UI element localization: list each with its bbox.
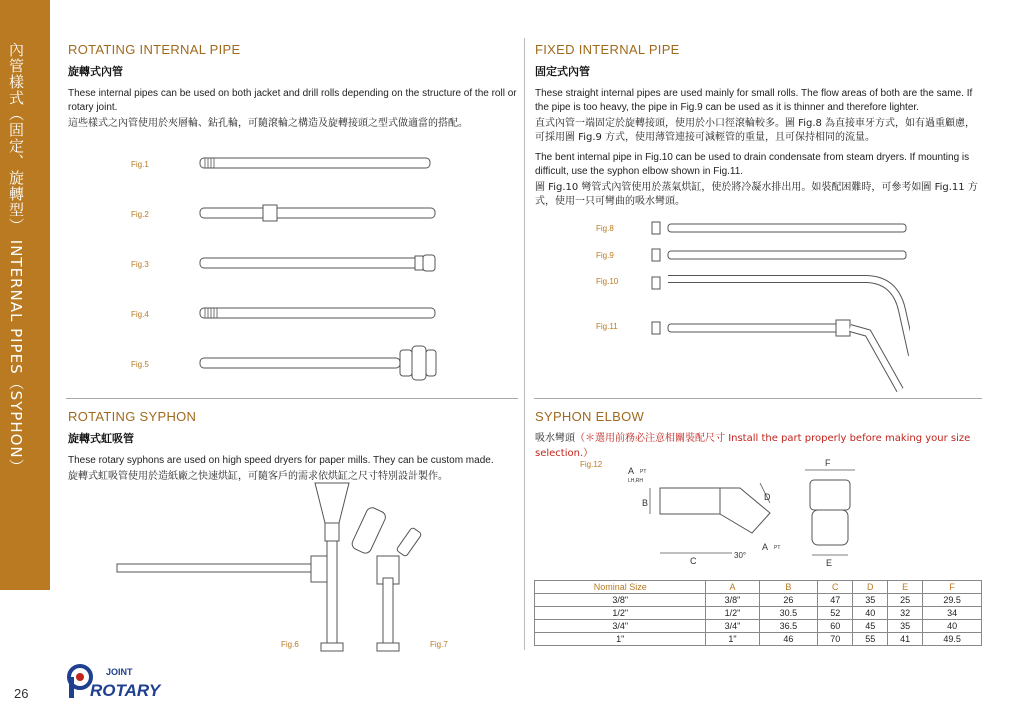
table-cell: 3/8" bbox=[706, 594, 759, 607]
fig-label: Fig.9 bbox=[596, 251, 614, 260]
syphon-elbow-section bbox=[535, 409, 981, 459]
table-header: A bbox=[706, 581, 759, 594]
dim-pt-label: PT bbox=[640, 469, 647, 475]
right-section-divider bbox=[534, 398, 982, 399]
table-header: E bbox=[888, 581, 923, 594]
syphon-elbow-drawing bbox=[620, 458, 880, 570]
fig-label: Fig.11 bbox=[596, 322, 618, 331]
body-text-en: These straight internal pipes are used mainly for small rolls. The flow areas of both are the same. If the pipe is too heavy, the pipe in Fig.9 can be used as it is thinner and therefore lighter. bbox=[535, 88, 973, 113]
dim-e-label: E bbox=[826, 558, 833, 568]
table-row bbox=[535, 633, 982, 646]
dim-lhrh-label: LH,RH bbox=[628, 478, 644, 484]
left-section-divider bbox=[66, 398, 518, 399]
table-header: C bbox=[818, 581, 853, 594]
dim-a2-label: A bbox=[762, 542, 769, 552]
dim-a-label: A bbox=[628, 466, 635, 476]
table-cell: 35 bbox=[888, 620, 923, 633]
table-cell: 3/4" bbox=[706, 620, 759, 633]
dim-pt2-label: PT bbox=[774, 545, 781, 551]
fig-label: Fig.10 bbox=[596, 277, 619, 286]
fig-label: Fig.2 bbox=[131, 210, 149, 219]
page-number: 26 bbox=[14, 686, 29, 701]
body-text-zh: 旋轉式虹吸管使用於造紙廠之快速烘缸，可隨客戶的需求依烘缸之尺寸特別設計製作。 bbox=[68, 471, 448, 482]
table-header: Nominal Size bbox=[535, 581, 706, 594]
dim-c-label: C bbox=[690, 556, 697, 566]
fig-label: Fig.8 bbox=[596, 224, 614, 233]
table-cell: 40 bbox=[853, 607, 888, 620]
sidebar bbox=[0, 0, 50, 590]
column-divider bbox=[524, 38, 525, 650]
table-header: F bbox=[923, 581, 982, 594]
section-title-en: FIXED INTERNAL PIPE bbox=[535, 42, 680, 57]
table-cell: 29.5 bbox=[923, 594, 982, 607]
dim-angle-label: 30° bbox=[734, 551, 747, 560]
table-header: D bbox=[853, 581, 888, 594]
rotating-syphon-drawing bbox=[115, 478, 435, 658]
table-cell: 1" bbox=[706, 633, 759, 646]
table-cell: 60 bbox=[818, 620, 853, 633]
table-cell: 55 bbox=[853, 633, 888, 646]
table-cell: 1/2" bbox=[706, 607, 759, 620]
section-title-zh: 固定式內管 bbox=[535, 65, 590, 78]
table-cell: 1" bbox=[535, 633, 706, 646]
table-cell: 25 bbox=[888, 594, 923, 607]
body-text-zh: 這些樣式之內管使用於夾層輪、鉆孔輪，可隨滾輪之構造及旋轉接頭之型式做適當的搭配。 bbox=[68, 118, 468, 129]
table-row bbox=[535, 607, 982, 620]
fig-label: Fig.3 bbox=[131, 260, 149, 269]
body-text-zh: 直式內管一端固定於旋轉接頭，使用於小口徑滾輪較多。圖 Fig.8 為直接車牙方式，如有過重顧慮，可採用圖 Fig.9 方式，使用薄管連接可減輕管的重量，且可保持相同的流量。 bbox=[535, 118, 976, 143]
fig-label: Fig.4 bbox=[131, 310, 149, 319]
section-title-zh: 吸水彎頭 bbox=[535, 433, 575, 444]
fixed-pipes-drawing bbox=[650, 215, 910, 395]
body-text-en: The bent internal pipe in Fig.10 can be used to drain condensate from steam dryers. If mounting is difficult, use the syphon elbow shown in Fig.11. bbox=[535, 152, 970, 177]
body-text-en: These rotary syphons are used on high speed dryers for paper mills. They can be custom made. bbox=[68, 455, 494, 466]
dim-b-label: B bbox=[642, 498, 649, 508]
fig-label: Fig.6 bbox=[281, 640, 299, 649]
size-note-en: Install the part properly before making your size selection.） bbox=[535, 433, 971, 459]
section-title-en: ROTATING SYPHON bbox=[68, 409, 197, 424]
dim-d-label: D bbox=[764, 492, 771, 502]
section-title-row bbox=[535, 429, 981, 459]
table-cell: 35 bbox=[853, 594, 888, 607]
dim-f-label: F bbox=[825, 458, 831, 468]
table-cell: 26 bbox=[759, 594, 818, 607]
table-row bbox=[535, 620, 982, 633]
table-header: B bbox=[759, 581, 818, 594]
section-title-en: SYPHON ELBOW bbox=[535, 409, 645, 424]
table-cell: 45 bbox=[853, 620, 888, 633]
table-cell: 3/4" bbox=[535, 620, 706, 633]
table-cell: 32 bbox=[888, 607, 923, 620]
rotary-joint-logo bbox=[66, 660, 166, 700]
rotating-pipes-drawing bbox=[195, 150, 445, 385]
section-title-zh: 旋轉式虹吸管 bbox=[68, 432, 134, 445]
body-text-en: These internal pipes can be used on both jacket and drill rolls depending on the structure of the roll or rotary joint. bbox=[68, 88, 517, 113]
table-cell: 52 bbox=[818, 607, 853, 620]
table-row bbox=[535, 594, 982, 607]
logo-brand-text: ROTARY bbox=[90, 681, 161, 700]
table-cell: 34 bbox=[923, 607, 982, 620]
fig-label: Fig.1 bbox=[131, 160, 149, 169]
logo-joint-text: JOINT bbox=[106, 667, 133, 677]
section-title-en: ROTATING INTERNAL PIPE bbox=[68, 42, 241, 57]
size-note-zh: （＊選用前務必注意相關裝配尺寸 bbox=[575, 433, 725, 444]
table-cell: 30.5 bbox=[759, 607, 818, 620]
body-text-zh: 圖 Fig.10 彎管式內管使用於蒸氣烘缸，使於將冷凝水排出用。如裝配困難時，可參考如圖 Fig.11 方式，使用一只可彎曲的吸水彎頭。 bbox=[535, 182, 978, 207]
rotating-internal-pipe-section bbox=[68, 42, 520, 137]
sidebar-title: 內管樣式（固定、旋轉型） INTERNAL PIPES（SYPHON） bbox=[7, 42, 25, 475]
table-header-row bbox=[535, 581, 982, 594]
table-cell: 46 bbox=[759, 633, 818, 646]
section-title-zh: 旋轉式內管 bbox=[68, 65, 123, 78]
table-cell: 70 bbox=[818, 633, 853, 646]
table-cell: 1/2" bbox=[535, 607, 706, 620]
fig-label: Fig.12 bbox=[580, 460, 603, 469]
table-cell: 3/8" bbox=[535, 594, 706, 607]
fig-label: Fig.5 bbox=[131, 360, 149, 369]
table-cell: 47 bbox=[818, 594, 853, 607]
table-cell: 36.5 bbox=[759, 620, 818, 633]
table-cell: 49.5 bbox=[923, 633, 982, 646]
fig-label: Fig.7 bbox=[430, 640, 448, 649]
fixed-internal-pipe-section bbox=[535, 42, 981, 215]
syphon-elbow-spec-table bbox=[534, 580, 982, 646]
table-cell: 41 bbox=[888, 633, 923, 646]
table-cell: 40 bbox=[923, 620, 982, 633]
